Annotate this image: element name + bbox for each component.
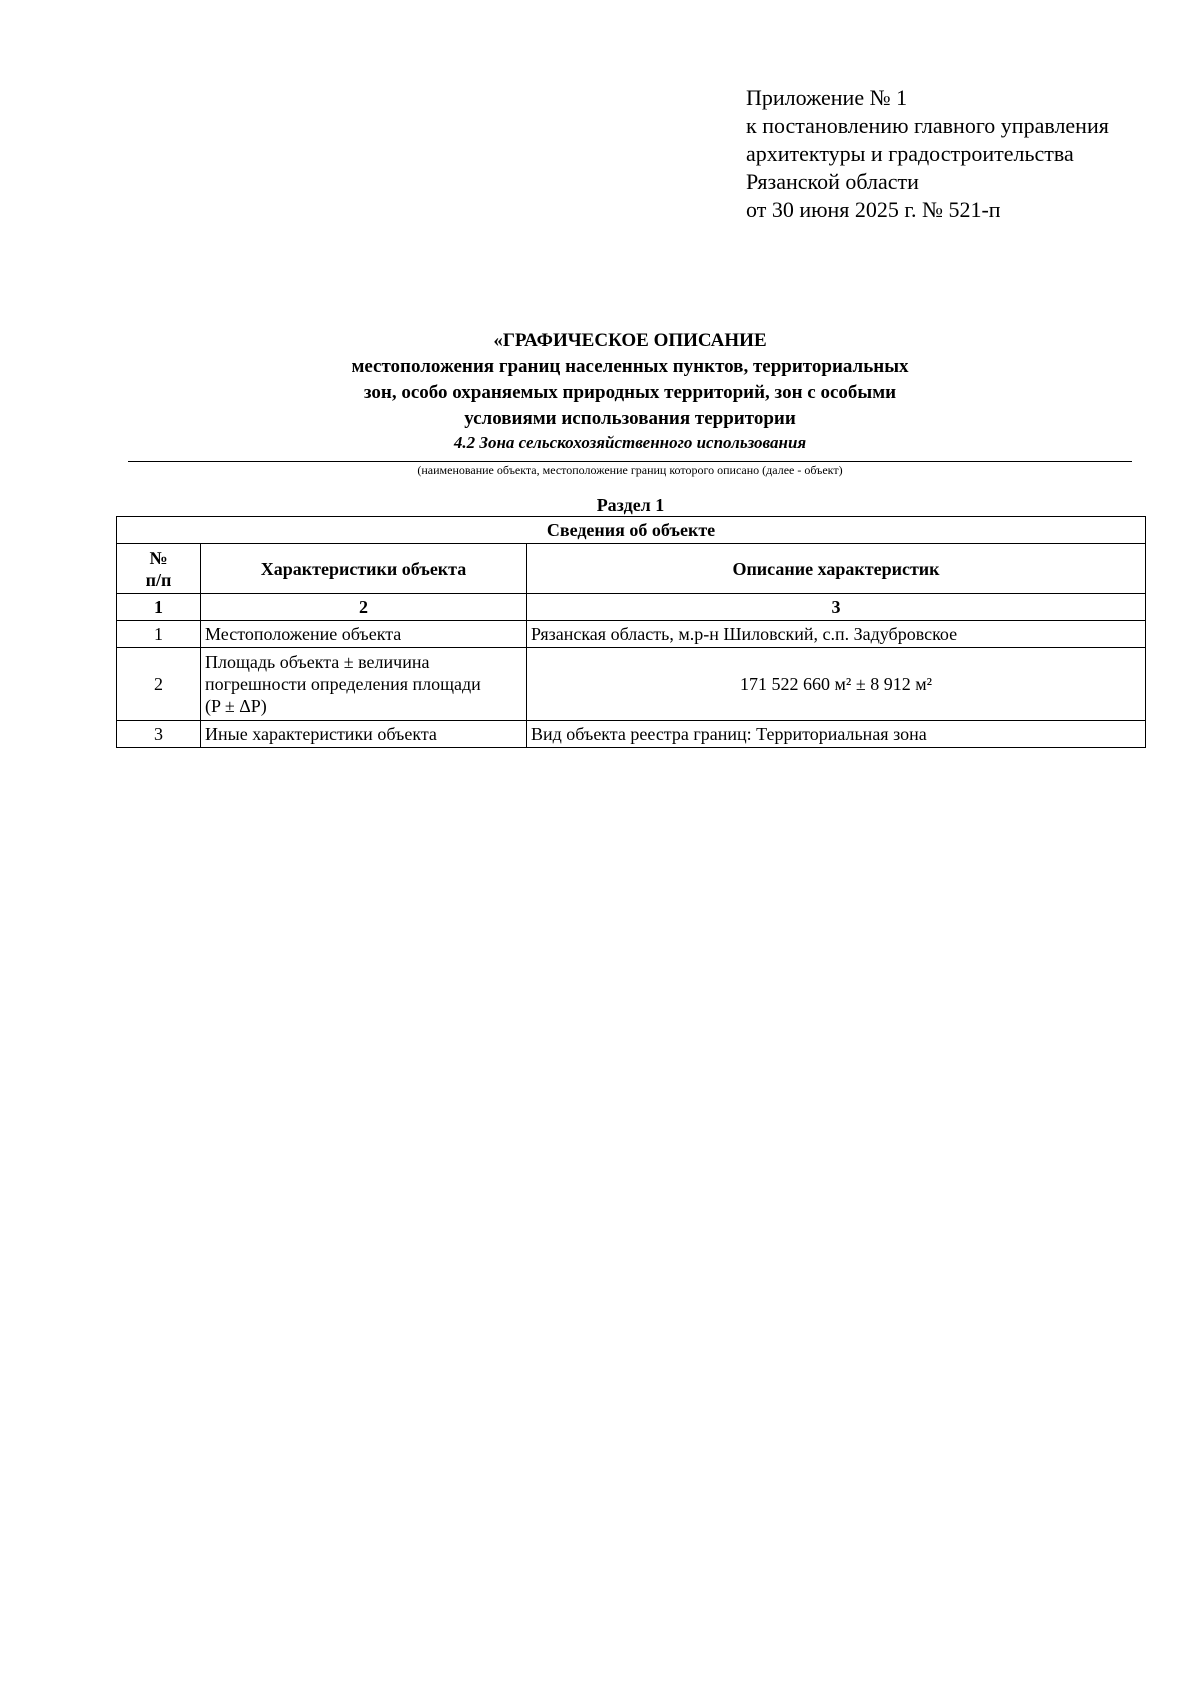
row-description: Вид объекта реестра границ: Территориальная зона: [527, 721, 1146, 748]
header-num-line2: п/п: [145, 569, 172, 590]
row-num: 1: [117, 621, 201, 648]
header-num-line1: №: [149, 547, 168, 568]
table-row: [117, 648, 1146, 721]
row-description: Рязанская область, м.р-н Шиловский, с.п. Задубровское: [527, 621, 1146, 648]
title-line: «ГРАФИЧЕСКОЕ ОПИСАНИЕ: [493, 330, 767, 351]
annex-line: архитектуры и градостроительства: [746, 141, 1074, 166]
object-name: 4.2 Зона сельскохозяйственного использования: [453, 433, 807, 452]
annex-line: от 30 июня 2025 г. № 521-п: [746, 197, 1001, 222]
row-characteristic: Иные характеристики объекта: [201, 721, 527, 748]
row-characteristic-line: (P ± ΔP): [205, 696, 267, 716]
title-line: зон, особо охраняемых природных территорий, зон с особыми: [363, 382, 897, 403]
row-characteristic: Местоположение объекта: [201, 621, 527, 648]
title-line: условиями использования территории: [464, 408, 796, 429]
table-index-row: [117, 594, 1146, 621]
annex-line: Приложение № 1: [746, 85, 908, 110]
index-cell: 1: [117, 594, 201, 621]
title-line: местоположения границ населенных пунктов, территориальных: [351, 356, 909, 377]
row-characteristic: [201, 648, 527, 721]
header-characteristics: Характеристики объекта: [201, 544, 527, 594]
row-num: 3: [117, 721, 201, 748]
table-caption: Сведения об объекте: [117, 517, 1146, 544]
index-cell: 2: [201, 594, 527, 621]
table-caption-row: [117, 517, 1146, 544]
annex-line: к постановлению главного управления: [746, 113, 1109, 138]
table-row: [117, 621, 1146, 648]
document-title: [128, 328, 1132, 454]
header-description: Описание характеристик: [527, 544, 1146, 594]
annex-header: [746, 84, 1109, 224]
annex-line: Рязанской области: [746, 169, 919, 194]
table-header-row: [117, 544, 1146, 594]
row-characteristic-line: погрешности определения площади: [205, 674, 481, 694]
row-num: 2: [117, 648, 201, 721]
row-characteristic-line: Площадь объекта ± величина: [205, 652, 430, 672]
table-row: [117, 721, 1146, 748]
object-info-table: [116, 516, 1146, 748]
object-name-caption: (наименование объекта, местоположение границ которого описано (далее - объект): [417, 463, 843, 477]
row-description: 171 522 660 м² ± 8 912 м²: [527, 648, 1146, 721]
header-num: [117, 544, 201, 594]
index-cell: 3: [527, 594, 1146, 621]
section-label: Раздел 1: [596, 495, 665, 515]
